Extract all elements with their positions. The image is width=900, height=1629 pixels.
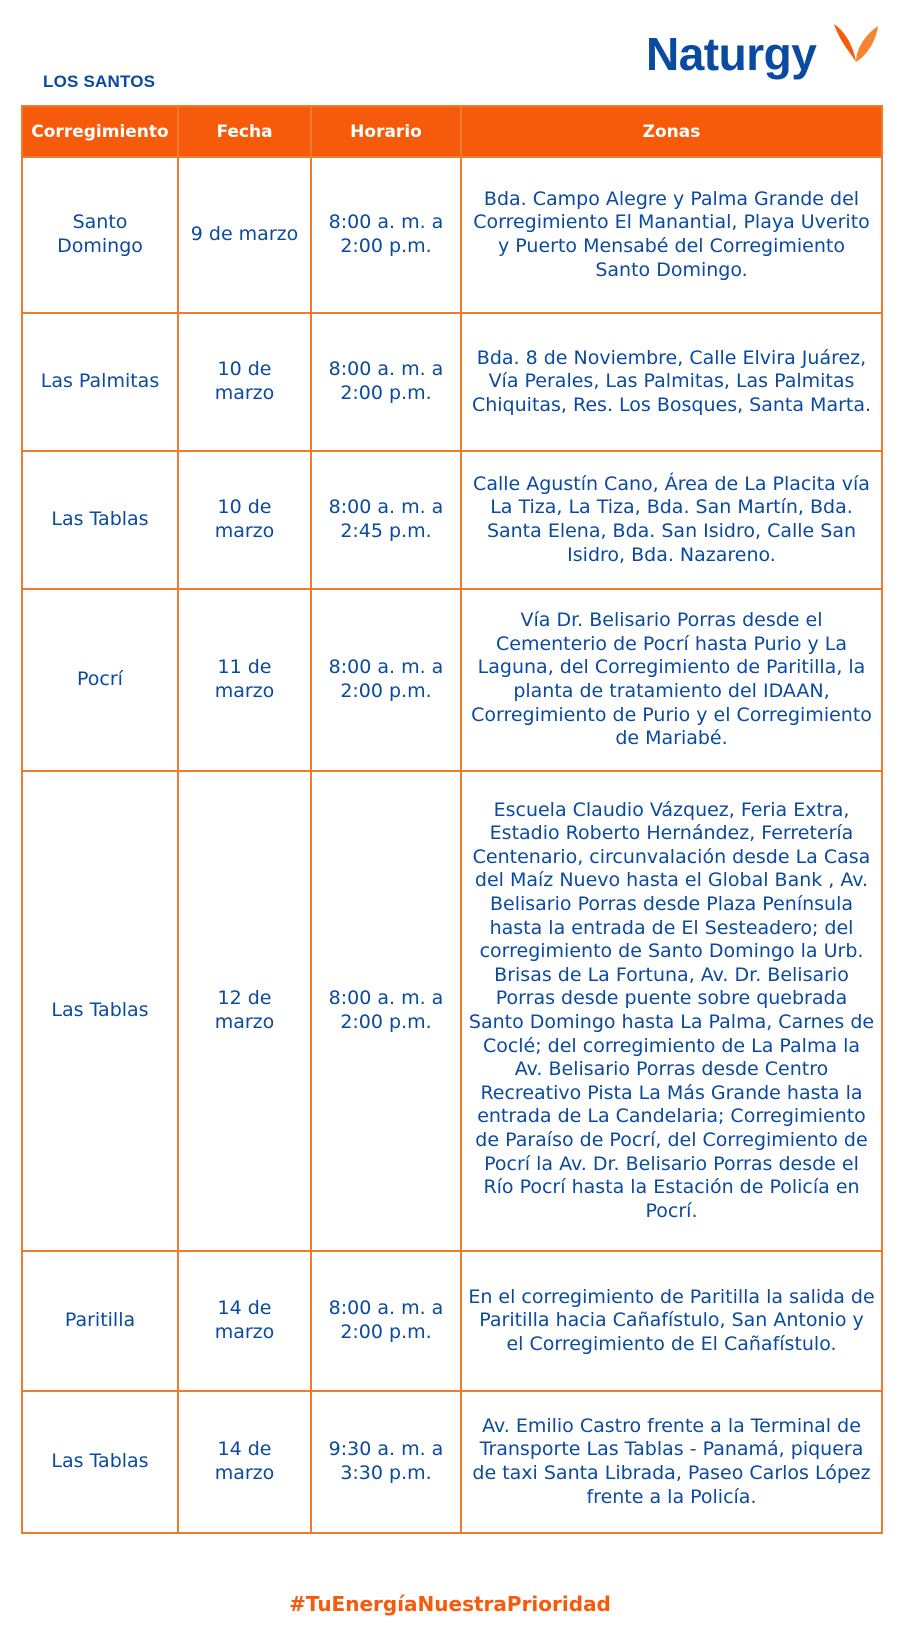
cell-zonas: En el corregimiento de Paritilla la salida de Paritilla hacia Cañafístulo, San Antonio y el Corregimiento de El Cañafístulo.: [461, 1251, 882, 1391]
cell-horario: 8:00 a. m. a 2:00 p.m.: [311, 313, 461, 451]
butterfly-icon: [832, 18, 880, 68]
cell-horario: 8:00 a. m. a 2:45 p.m.: [311, 451, 461, 589]
hashtag-footer: #TuEnergíaNuestraPrioridad: [289, 1592, 611, 1616]
cell-horario: 9:30 a. m. a 3:30 p.m.: [311, 1391, 461, 1533]
cell-zonas: Escuela Claudio Vázquez, Feria Extra, Estadio Roberto Hernández, Ferretería Centenario, circunvalación desde La Casa del Maíz Nuevo hasta el Global Bank , Av. Belisario Porras desde Plaza Península hasta la entrada de El Sesteadero; del corregimiento de Santo Domingo la Urb. Brisas de La Fortuna, Av. Dr. Belisario Porras desde puente sobre quebrada Santo Domingo hasta La Palma, Carnes de Coclé; del corregimiento de La Palma la Av. Belisario Porras desde Centro Recreativo Pista La Más Grande hasta la entrada de La Candelaria; Corregimiento de Paraíso de Pocrí, del Corregimiento de Pocrí la Av. Dr. Belisario Porras desde el Río Pocrí hasta la Estación de Policía en Pocrí.: [461, 771, 882, 1251]
cell-zonas: Av. Emilio Castro frente a la Terminal de Transporte Las Tablas - Panamá, piquera de taxi Santa Librada, Paseo Carlos López frente a la Policía.: [461, 1391, 882, 1533]
table-header-row: [22, 106, 882, 157]
cell-fecha: 10 de marzo: [178, 451, 311, 589]
table-row: [22, 451, 882, 589]
cell-zonas: Bda. Campo Alegre y Palma Grande del Corregimiento El Manantial, Playa Uverito y Puerto Mensabé del Corregimiento Santo Domingo.: [461, 157, 882, 313]
cell-horario: 8:00 a. m. a 2:00 p.m.: [311, 589, 461, 771]
cell-fecha: 12 de marzo: [178, 771, 311, 1251]
cell-corregimiento: Las Tablas: [22, 771, 178, 1251]
header-fecha: Fecha: [178, 106, 311, 157]
cell-fecha: 9 de marzo: [178, 157, 311, 313]
region-title: LOS SANTOS: [43, 72, 156, 91]
cell-corregimiento: Santo Domingo: [22, 157, 178, 313]
table-row: [22, 1391, 882, 1533]
cell-horario: 8:00 a. m. a 2:00 p.m.: [311, 1251, 461, 1391]
cell-corregimiento: Las Palmitas: [22, 313, 178, 451]
cell-horario: 8:00 a. m. a 2:00 p.m.: [311, 771, 461, 1251]
table-row: [22, 313, 882, 451]
table-row: [22, 157, 882, 313]
cell-zonas: Bda. 8 de Noviembre, Calle Elvira Juárez, Vía Perales, Las Palmitas, Las Palmitas Chiquitas, Res. Los Bosques, Santa Marta.: [461, 313, 882, 451]
logo-wordmark: Naturgy: [646, 28, 817, 80]
header-horario: Horario: [311, 106, 461, 157]
cell-fecha: 11 de marzo: [178, 589, 311, 771]
naturgy-logo: [646, 18, 886, 88]
cell-fecha: 14 de marzo: [178, 1251, 311, 1391]
header-corregimiento: Corregimiento: [22, 106, 178, 157]
cell-corregimiento: Pocrí: [22, 589, 178, 771]
table-row: [22, 1251, 882, 1391]
table-row: [22, 589, 882, 771]
header-zonas: Zonas: [461, 106, 882, 157]
cell-fecha: 14 de marzo: [178, 1391, 311, 1533]
cell-fecha: 10 de marzo: [178, 313, 311, 451]
cell-zonas: Vía Dr. Belisario Porras desde el Cementerio de Pocrí hasta Purio y La Laguna, del Corregimiento de Paritilla, la planta de tratamiento del IDAAN, Corregimiento de Purio y el Corregimiento de Mariabé.: [461, 589, 882, 771]
cell-corregimiento: Las Tablas: [22, 451, 178, 589]
cell-horario: 8:00 a. m. a 2:00 p.m.: [311, 157, 461, 313]
cell-corregimiento: Las Tablas: [22, 1391, 178, 1533]
cell-zonas: Calle Agustín Cano, Área de La Placita vía La Tiza, La Tiza, Bda. San Martín, Bda. Santa Elena, Bda. San Isidro, Calle San Isidro, Bda. Nazareno.: [461, 451, 882, 589]
cell-corregimiento: Paritilla: [22, 1251, 178, 1391]
table-row: [22, 771, 882, 1251]
outage-schedule-table: [21, 105, 883, 1534]
